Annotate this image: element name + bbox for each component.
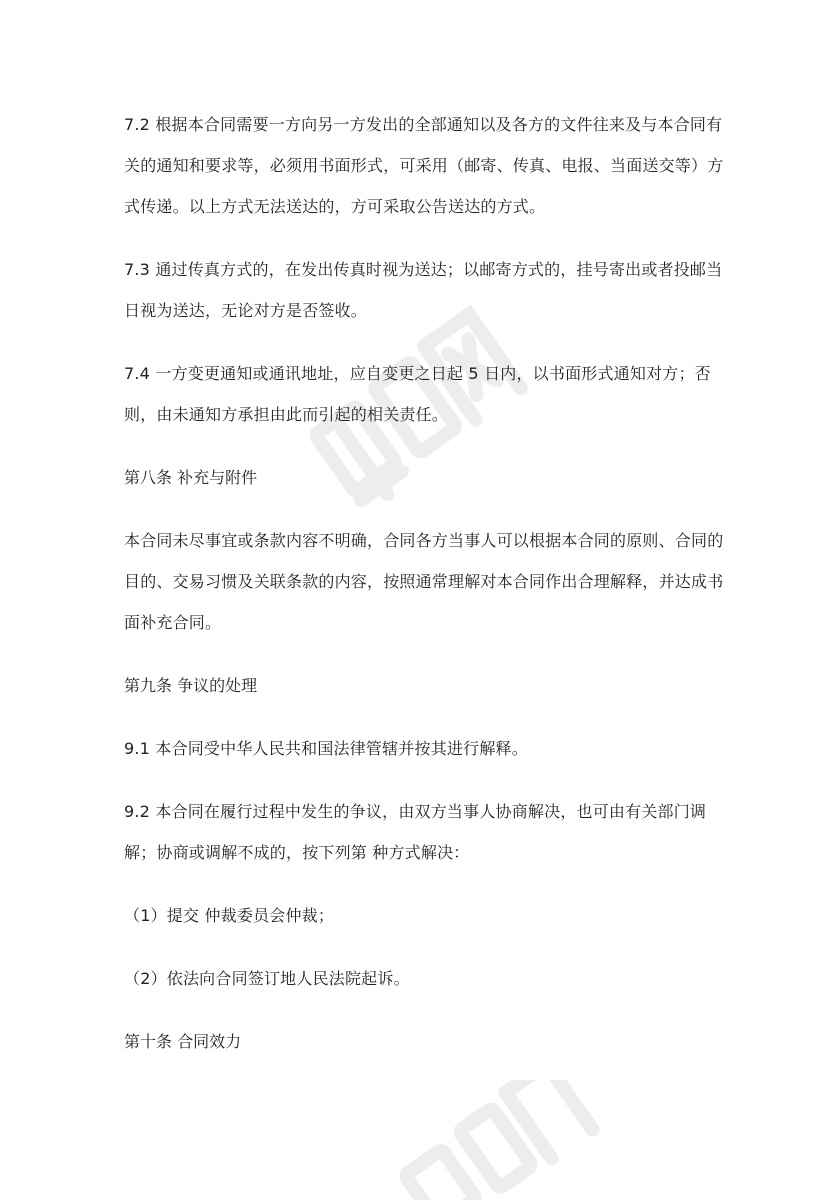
clause-9-1: 9.1 本合同受中华人民共和国法律管辖并按其进行解释。: [124, 739, 528, 758]
clause-7-3: 7.3 通过传真方式的，在发出传真时视为送达；以邮寄方式的，挂号寄出或者投邮当日视为送达，无论对方是否签收。: [124, 260, 723, 320]
clause-7-4: 7.4 一方变更通知或通讯地址，应自变更之日起 5 日内，以书面形式通知对方；否则，由未通知方承担由此而引起的相关责任。: [124, 364, 711, 424]
clause-9-2: 9.2 本合同在履行过程中发生的争议，由双方当事人协商解决，也可由有关部门调解；协商或调解不成的，按下列第 种方式解决：: [124, 802, 707, 862]
document-body: [124, 104, 724, 1084]
clause-7-2: 7.2 根据本合同需要一方向另一方发出的全部通知以及各方的文件往来及与本合同有关的通知和要求等，必须用书面形式，可采用（邮寄、传真、电报、当面送交等）方式传递。以上方式无法送达的，方可采取公告送达的方式。: [124, 115, 724, 216]
article-8-heading: 第八条 补充与附件: [124, 468, 258, 487]
article-8-body: 本合同未尽事宜或条款内容不明确，合同各方当事人可以根据本合同的原则、合同的目的、交易习惯及关联条款的内容，按照通常理解对本合同作出合理解释，并达成书面补充合同。: [124, 531, 724, 632]
watermark-logo-bottom: [380, 1080, 600, 1200]
article-9-heading: 第九条 争议的处理: [124, 676, 258, 695]
article-10-heading: 第十条 合同效力: [124, 1032, 242, 1051]
option-2: （2）依法向合同签订地人民法院起诉。: [124, 969, 410, 988]
option-1: （1）提交 仲裁委员会仲裁；: [124, 906, 335, 925]
